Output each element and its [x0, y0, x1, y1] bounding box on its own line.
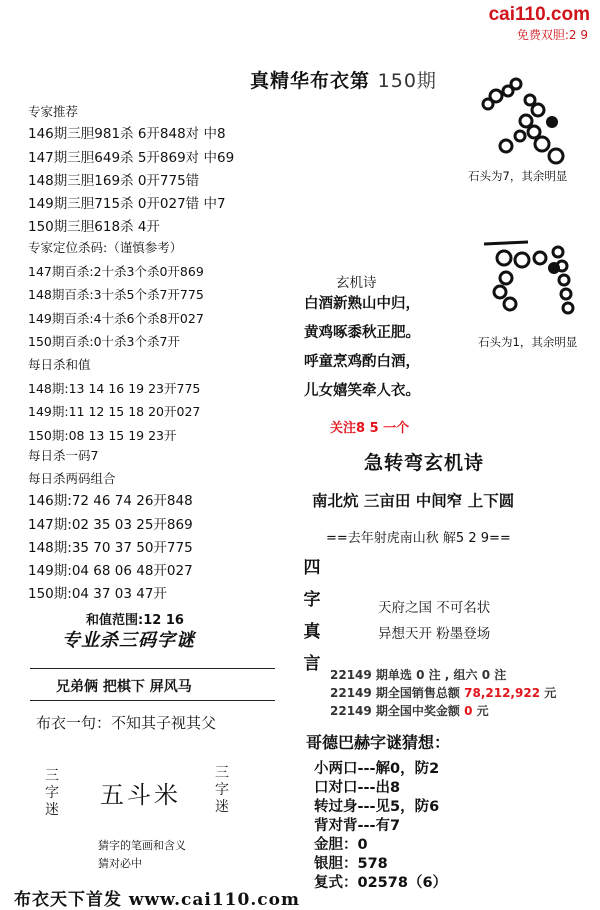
- two-code-row: 147期:02 35 03 25开869: [28, 516, 193, 533]
- godel-row: 背对背---有7: [314, 818, 401, 834]
- expert-heading: 专家推荐: [28, 104, 79, 119]
- free-double-pick: 免费双胆:2 9: [516, 28, 588, 42]
- four-char-line-2: 异想天开 粉墨登场: [378, 626, 491, 642]
- poem-block: [304, 290, 420, 406]
- expert-section: [28, 100, 234, 240]
- footer-link[interactable]: 布衣天下首发 www.cai110.com: [14, 890, 300, 910]
- site-logo[interactable]: cai110.com: [488, 4, 590, 25]
- sales-block: [330, 666, 556, 720]
- sales-row: 22149 期全国销售总额 78,212,922 元: [330, 686, 557, 700]
- four-char-glyph: 言: [303, 654, 321, 674]
- position-kill-row: 149期百杀:4十杀6个杀8开027: [28, 310, 204, 326]
- position-kill-section: [28, 236, 204, 354]
- brothers-riddle: 兄弟俩 把棋下 屏风马: [56, 679, 192, 695]
- kill-one-code: 每日杀一码7: [28, 448, 99, 463]
- four-char-glyph: 四: [303, 558, 321, 578]
- riddle-label-left: 三字迷: [45, 768, 59, 818]
- sales-row: 22149 期全国中奖金额 0 元: [330, 704, 489, 718]
- divider: [30, 700, 275, 701]
- expert-row: 150期三胆618杀 4开: [28, 219, 160, 236]
- issue-number: 150期: [377, 70, 437, 92]
- stone-cluster-2-icon: [478, 230, 582, 318]
- title-text: 真精华布衣第: [250, 70, 371, 92]
- riddle-label-right: 三字迷: [215, 765, 229, 815]
- godel-heading: 哥德巴赫字谜猜想：: [306, 733, 451, 752]
- daily-sum-row: 148期:13 14 16 19 23开775: [28, 380, 201, 396]
- riddle-main: 五斗米: [100, 781, 181, 809]
- riddle-title: 专业杀三码字谜: [62, 630, 195, 651]
- sales-row: 22149 期单选 0 注 , 组六 0 注: [330, 668, 507, 682]
- daily-sum-heading: 每日杀和值: [28, 357, 91, 372]
- poem-note: 关注8 5 一个: [330, 421, 410, 436]
- poem-heading: 玄机诗: [336, 275, 377, 291]
- godel-row: 复式：02578（6）: [314, 875, 448, 891]
- godel-row: 转过身---见5，防6: [314, 799, 440, 815]
- sum-range: 和值范围:12 16: [86, 613, 184, 628]
- four-char-label: [302, 552, 322, 680]
- two-code-row: 150期:04 37 03 47开: [28, 586, 167, 603]
- poem-line: 白酒新熟山中归，: [304, 296, 420, 312]
- godel-row: 金胆：0: [314, 837, 368, 853]
- two-code-row: 146期:72 46 74 26开848: [28, 493, 193, 510]
- two-code-row: 149期:04 68 06 48开027: [28, 563, 193, 580]
- buyi-line: 布衣一句：不知其子视其父: [36, 714, 217, 732]
- stone-caption-2: 石头为1，其余明显: [478, 335, 578, 349]
- four-char-glyph: 真: [303, 622, 321, 642]
- godel-row: 银胆：578: [314, 856, 388, 872]
- godel-block: [314, 760, 447, 893]
- prize-amount: 0: [464, 704, 473, 718]
- poem-line: 呼童烹鸡酌白酒，: [304, 354, 420, 370]
- poem-line: 儿女嬉笑牵人衣。: [304, 383, 420, 399]
- expert-row: 148期三胆169杀 0开775错: [28, 172, 200, 189]
- turn-poem-hint: ==去年射虎南山秋 解5 2 9==: [326, 531, 511, 546]
- poem-line: 黄鸡啄黍秋正肥。: [304, 325, 420, 341]
- expert-row: 149期三胆715杀 0开027错 中7: [28, 196, 226, 213]
- daily-sum-section: [28, 353, 200, 447]
- position-kill-row: 150期百杀:0十杀3个杀7开: [28, 334, 180, 350]
- four-char-glyph: 字: [303, 590, 321, 610]
- sales-amount: 78,212,922: [464, 686, 541, 700]
- riddle-note-1: 猜字的笔画和含义: [98, 839, 186, 852]
- godel-row: 口对口---出8: [314, 780, 401, 796]
- page-title: [250, 66, 437, 93]
- position-kill-heading: 专家定位杀码:（谨慎参考）: [28, 240, 183, 255]
- two-code-section: [28, 467, 193, 607]
- turn-poem-line: 南北炕 三亩田 中间窄 上下圆: [312, 492, 515, 510]
- daily-sum-row: 149期:11 12 15 18 20开027: [28, 404, 201, 420]
- expert-row: 147期三胆649杀 5开869对 中69: [28, 149, 235, 166]
- two-code-heading: 每日杀两码组合: [28, 471, 116, 486]
- godel-row: 小两口---解0，防2: [314, 761, 440, 777]
- turn-poem-title: 急转弯玄机诗: [364, 452, 485, 474]
- position-kill-row: 147期百杀:2十杀3个杀0开869: [28, 263, 204, 279]
- expert-row: 146期三胆981杀 6开848对 中8: [28, 126, 226, 143]
- two-code-row: 148期:35 70 37 50开775: [28, 539, 193, 556]
- position-kill-row: 148期百杀:3十杀5个杀7开775: [28, 287, 204, 303]
- stone-cluster-1-icon: [468, 66, 580, 168]
- stone-caption-1: 石头为7，其余明显: [468, 169, 568, 183]
- divider: [30, 668, 275, 669]
- four-char-line-1: 天府之国 不可名状: [378, 600, 491, 616]
- daily-sum-row: 150期:08 13 15 19 23开: [28, 427, 177, 443]
- riddle-note-2: 猜对必中: [98, 857, 142, 870]
